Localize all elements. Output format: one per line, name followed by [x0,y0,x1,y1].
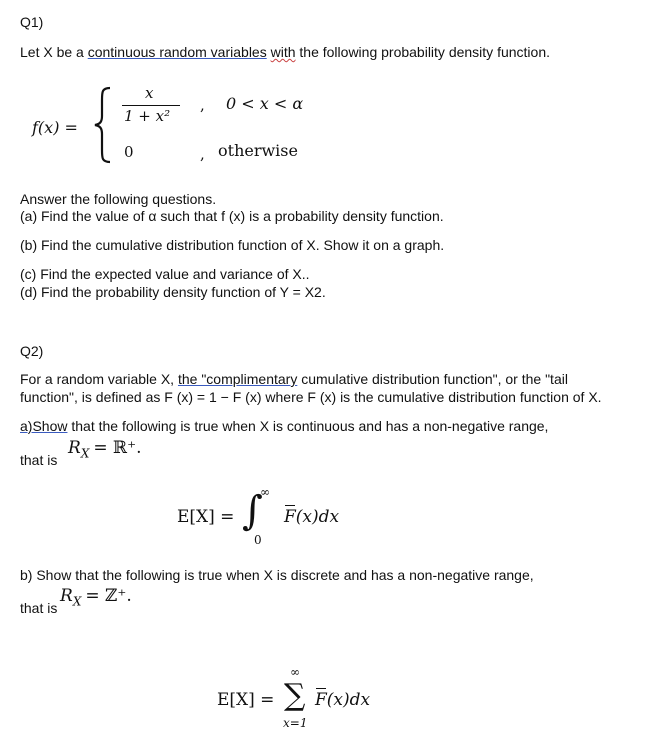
pdf-lhs: f(x) = [32,118,78,137]
case2-comma: , [200,145,205,163]
q2-a-range-sub: X [80,446,90,461]
eq1-overbar [285,505,295,506]
case1-numerator: x [145,84,154,102]
integral-icon: ∫ [242,488,263,534]
q2-b-range-r: R [60,586,73,606]
eq1-integrand: F(x)dx [284,507,340,527]
left-brace-icon [92,86,116,164]
case1-condition: 0 < x < α [226,94,304,113]
part-d: (d) Find the probability density function of Y = X2. [20,284,326,300]
q2-b-that-is: that is [20,600,58,616]
eq2-lower: x=1 [283,716,308,730]
eq2-summand: F(x)dx [315,690,371,710]
eq2-upper: ∞ [290,665,300,679]
q2-b-range [60,586,132,608]
part-a: (a) Find the value of α such that f (x) is a probability density function. [20,208,444,224]
q2-heading: Q2) [20,343,44,359]
q1-intro [20,44,550,60]
q1-intro-with: with [270,44,296,60]
q2-line2: function", is defined as F (x) = 1 − F (x) where F (x) is the cumulative distribution function of X. [20,389,602,405]
case1-fraction-bar [122,105,180,106]
q2-b-range-sub: X [72,594,82,609]
eq2-overbar [316,688,326,689]
q2-a-range-r: R [68,438,81,458]
q1-heading: Q1) [20,14,44,30]
q1-intro-suffix: the following probability density function. [295,44,550,60]
q2-line1-link[interactable]: the "complimentary [177,371,298,387]
eq1-lhs: E[X] = [177,507,235,527]
part-b: (b) Find the cumulative distribution function of X. Show it on a graph. [20,237,445,253]
q2-part-a [20,418,548,434]
q2-a-range [68,438,142,460]
q2-a-range-rhs: = ℝ⁺. [93,438,142,458]
case2-condition: otherwise [218,141,298,160]
eq1-upper: ∞ [260,485,270,499]
case2-value: 0 [124,143,134,161]
q2-a-that-is: that is [20,452,58,468]
eq2-lhs: E[X] = [217,690,275,710]
q2-part-b: b) Show that the following is true when X is discrete and has a non-negative range, [20,567,534,583]
q2-part-a-text: that the following is true when X is continuous and has a non-negative range, [67,418,549,434]
q2-line1-prefix: For a random variable X, [20,371,178,387]
part-c: (c) Find the expected value and variance of X.. [20,266,310,282]
case1-comma: , [200,96,205,114]
q2-part-a-link[interactable]: a)Show [20,418,68,434]
answer-intro: Answer the following questions. [20,191,217,207]
q2-line1-suffix: cumulative distribution function", or the "tail [297,371,568,387]
q1-intro-link[interactable]: continuous random variables [87,44,267,60]
summation-icon: ∑ [284,678,306,713]
q1-intro-prefix: Let X be a [20,44,88,60]
eq1-lower: 0 [254,533,262,547]
q2-line1 [20,371,568,387]
q2-b-range-rhs: = ℤ⁺. [85,586,132,606]
case1-denominator: 1 + x² [124,107,171,125]
